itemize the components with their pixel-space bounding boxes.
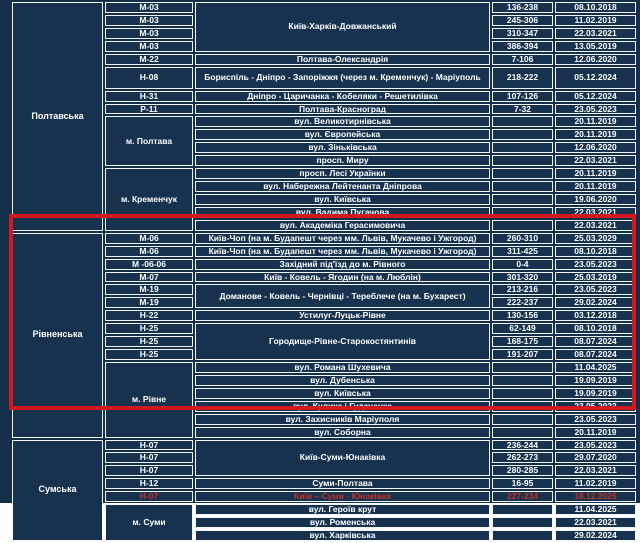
date-cell: 20.11.2019 [555,427,636,438]
date-cell: 29.07.2020 [555,452,636,463]
table-row [12,310,636,321]
km-cell: 386-394 [492,41,553,52]
route-cell: вул. Великотирнівська [195,116,490,127]
route-cell: Устилуг-Луцьк-Рівне [195,310,490,321]
code-cell: М-03 [105,28,193,39]
km-cell: 301-320 [492,272,553,283]
date-cell: 08.10.2018 [555,2,636,13]
date-cell: 23.05.2023 [555,401,636,412]
code-cell: Н-31 [105,91,193,102]
route-cell: вул. Вадима Пугачова [195,207,490,218]
region-cell: Рівненська [12,233,103,438]
route-cell: Городище-Рівне-Старокостянтинів [195,323,490,360]
date-cell: 08.10.2018 [555,246,636,257]
date-cell: 23.05.2023 [555,259,636,270]
km-cell [492,388,553,399]
date-cell: 29.02.2024 [555,530,636,541]
route-cell: вул. Зіньківська [195,142,490,153]
table-row [12,362,636,373]
km-cell: 222-237 [492,297,553,308]
code-cell: М -06-06 [105,259,193,270]
km-cell [492,427,553,438]
table-row [12,104,636,115]
code-cell: Н-07 [105,491,193,502]
route-cell: Полтава-Красноград [195,104,490,115]
date-cell: 11.02.2019 [555,478,636,489]
route-cell: вул. Дубенська [195,375,490,386]
km-cell: 191-207 [492,349,553,360]
route-cell: вул. Київська [195,388,490,399]
code-cell: Н-08 [105,67,193,89]
route-cell: вул. Київська [195,194,490,205]
code-cell: Н-07 [105,440,193,451]
km-cell [492,530,553,541]
table-row [12,168,636,179]
date-cell: 22.03.2021 [555,207,636,218]
date-cell: 12.06.2020 [555,54,636,65]
route-cell: просп. Миру [195,155,490,166]
km-cell [492,155,553,166]
route-cell: Київ – Суми - Юнаківка [195,491,490,502]
km-cell [492,220,553,231]
code-cell: Н-25 [105,349,193,360]
code-cell: Н-25 [105,323,193,334]
km-cell: 310-347 [492,28,553,39]
km-cell: 7-106 [492,54,553,65]
table-row [12,67,636,89]
route-cell: Київ - Ковель - Ягодин (на м. Люблін) [195,272,490,283]
km-cell [492,401,553,412]
route-cell: Київ-Чоп (на м. Будапешт через мм. Львів, Мукачево і Ужгород) [195,246,490,257]
date-cell: 23.05.2023 [555,104,636,115]
route-cell: Суми-Полтава [195,478,490,489]
table-row [12,116,636,127]
route-cell: вул. Європейська [195,129,490,140]
table-row [12,440,636,451]
date-cell: 22.03.2021 [555,465,636,476]
date-cell: 20.11.2019 [555,129,636,140]
table-row [12,54,636,65]
table-row-highlighted [12,491,636,502]
date-cell: 22.03.2021 [555,220,636,231]
route-cell: вул. Соборна [195,427,490,438]
date-cell: 23.05.2023 [555,414,636,425]
table-row [12,504,636,515]
date-cell: 11.04.2025 [555,504,636,515]
route-cell: вул. Романа Шухевича [195,362,490,373]
date-cell: 20.11.2019 [555,168,636,179]
route-cell: Бориспіль - Дніпро - Запоріжжя (через м. Кременчук) - Маріуполь [195,67,490,89]
code-cell: М-19 [105,284,193,295]
route-cell: Київ-Харків-Довжанський [195,2,490,52]
route-cell: вул. Роменська [195,517,490,528]
code-cell: М-07 [105,272,193,283]
code-cell: м. Рівне [105,362,193,438]
code-cell: Н-07 [105,465,193,476]
code-cell: М-03 [105,41,193,52]
date-cell: 25.03.2019 [555,272,636,283]
km-cell [492,116,553,127]
route-cell: вул. Академіка Герасимовича [195,220,490,231]
code-cell: М-03 [105,2,193,13]
km-cell: 136-238 [492,2,553,13]
km-cell: 7-32 [492,104,553,115]
code-cell: М-19 [105,297,193,308]
route-cell: вул. Героїв крут [195,504,490,515]
code-cell: Н-25 [105,336,193,347]
km-cell [492,362,553,373]
code-cell: М-22 [105,54,193,65]
km-cell [492,207,553,218]
code-cell: Н-07 [105,452,193,463]
km-cell: 0-4 [492,259,553,270]
date-cell: 03.12.2018 [555,310,636,321]
route-cell: вул. Харківська [195,530,490,541]
code-cell: Р-11 [105,104,193,115]
table-row [12,91,636,102]
km-cell: 130-156 [492,310,553,321]
table-row [12,259,636,270]
km-cell [492,375,553,386]
date-cell: 23.05.2023 [555,440,636,451]
table-row [12,246,636,257]
route-cell: Київ-Чоп (на м. Будапешт через мм. Львів, Мукачево і Ужгород) [195,233,490,244]
km-cell [492,517,553,528]
km-cell [492,168,553,179]
code-cell: М-06 [105,246,193,257]
km-cell [492,414,553,425]
date-cell: 18.12.2025 [555,491,636,502]
date-cell: 25.03.2029 [555,233,636,244]
km-cell: 107-126 [492,91,553,102]
date-cell: 22.03.2021 [555,28,636,39]
date-cell: 29.02.2024 [555,297,636,308]
date-cell: 08.07.2024 [555,349,636,360]
date-cell: 11.04.2025 [555,362,636,373]
route-cell: просп. Лесі Українки [195,168,490,179]
km-cell: 260-310 [492,233,553,244]
region-cell: Полтавська [12,2,103,231]
km-cell: 213-216 [492,284,553,295]
date-cell: 12.06.2020 [555,142,636,153]
route-cell: вул. Набережна Лейтенанта Дніпрова [195,181,490,192]
km-cell: 218-222 [492,67,553,89]
code-cell: м. Полтава [105,116,193,166]
table-row [12,323,636,334]
table-row [12,284,636,295]
table-row [12,272,636,283]
code-cell: М-06 [105,233,193,244]
code-cell: Н-22 [105,310,193,321]
km-cell: 62-149 [492,323,553,334]
roads-table [10,0,638,543]
date-cell: 05.12.2024 [555,91,636,102]
code-cell: м. Суми [105,504,193,541]
table-row [12,478,636,489]
date-cell: 11.02.2019 [555,15,636,26]
km-cell [492,504,553,515]
code-cell: М-03 [105,15,193,26]
date-cell: 20.11.2019 [555,116,636,127]
date-cell: 19.06.2020 [555,194,636,205]
km-cell: 236-244 [492,440,553,451]
date-cell: 08.10.2018 [555,323,636,334]
route-cell: Полтава-Олександрія [195,54,490,65]
route-cell: Дніпро - Царичанка - Кобеляки - Решетилівка [195,91,490,102]
date-cell: 22.03.2021 [555,155,636,166]
region-cell: Сумська [12,440,103,541]
code-cell: м. Кременчук [105,168,193,231]
date-cell: 20.11.2019 [555,181,636,192]
date-cell: 13.05.2019 [555,41,636,52]
km-cell [492,129,553,140]
route-cell: вул. Захисників Маріуполя [195,414,490,425]
table-row [12,233,636,244]
km-cell: 16-95 [492,478,553,489]
km-cell [492,181,553,192]
date-cell: 22.03.2021 [555,517,636,528]
route-cell: вул. Кулика і Гудаченка [195,401,490,412]
date-cell: 23.05.2023 [555,284,636,295]
route-cell: Доманове - Ковель - Чернівці - Тереблече (на м. Бухарест) [195,284,490,308]
km-cell: 168-175 [492,336,553,347]
roads-table-body [12,2,636,541]
code-cell: Н-12 [105,478,193,489]
km-cell [492,194,553,205]
km-cell: 280-285 [492,465,553,476]
km-cell [492,142,553,153]
km-cell: 245-306 [492,15,553,26]
route-cell: Західний під'їзд до м. Рівного [195,259,490,270]
route-cell: Київ-Суми-Юнаківка [195,440,490,477]
km-cell: 262-273 [492,452,553,463]
date-cell: 05.12.2024 [555,67,636,89]
km-cell: 227-234 [492,491,553,502]
date-cell: 08.07.2024 [555,336,636,347]
km-cell: 311-425 [492,246,553,257]
date-cell: 19.09.2019 [555,388,636,399]
date-cell: 19.09.2019 [555,375,636,386]
table-row [12,2,636,13]
